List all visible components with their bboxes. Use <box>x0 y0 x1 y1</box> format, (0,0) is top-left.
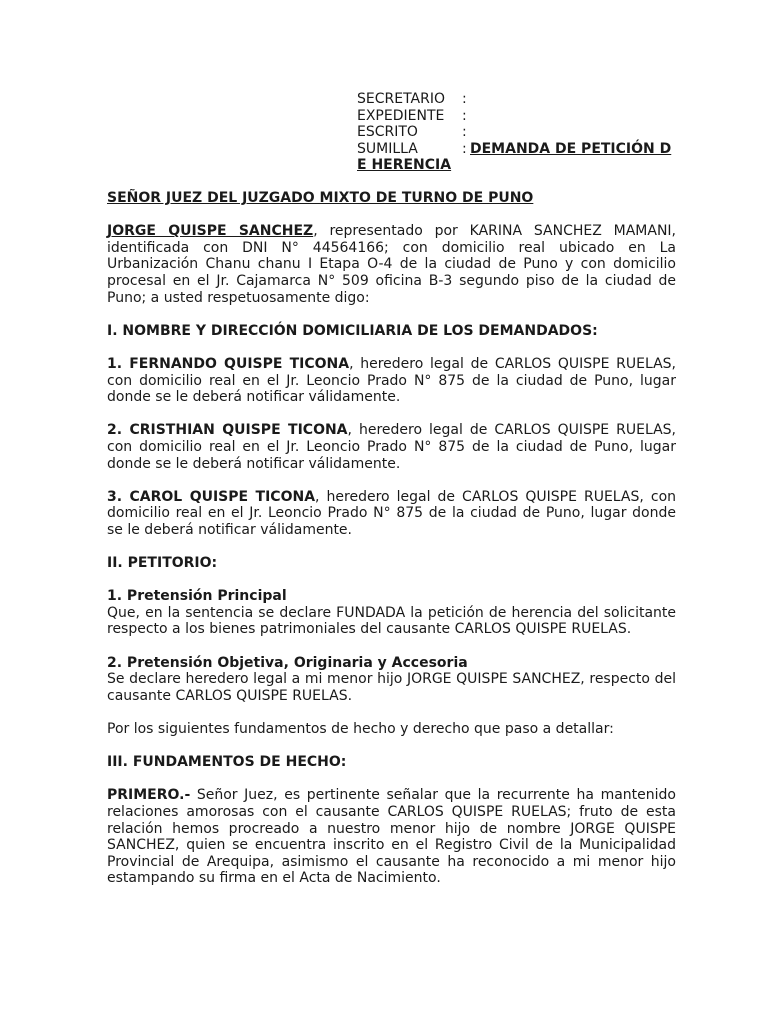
intro-text: , representado por KARINA SANCHEZ MAMANI, identificada con DNI N° 44564166; con domicilio real ubicado en La Urbanización Chanu chanu I Etapa O-4 de la ciudad de Puno y con domicilio procesal en el Jr. Cajamarca N° 509 oficina B-3 segundo piso de la ciudad de Puno; a usted respetuosamente digo: <box>107 223 677 306</box>
header-label: EXPEDIENTE <box>357 107 445 124</box>
header-colon: : <box>462 124 467 140</box>
header-label: SUMILLA <box>357 140 418 157</box>
primero-paragraph <box>107 787 676 887</box>
defendant-name: 3. CAROL QUISPE TICONA <box>107 488 316 505</box>
header-row-secretario <box>357 91 677 108</box>
defendant-name: 1. FERNANDO QUISPE TICONA <box>107 355 350 372</box>
sumilla-value: DEMANDA DE PETICIÓN D <box>470 140 672 157</box>
sumilla-value-continued: E HERENCIA <box>357 157 452 173</box>
addressee-line: SEÑOR JUEZ DEL JUZGADO MIXTO DE TURNO DE PUNO <box>107 190 534 206</box>
pretension-accesoria-title: 2. Pretensión Objetiva, Originaria y Accesoria <box>107 654 468 671</box>
defendant-name: 2. CRISTHIAN QUISPE TICONA <box>107 422 348 439</box>
section-title-fundamentos: III. FUNDAMENTOS DE HECHO: <box>107 754 347 771</box>
defendant-item <box>107 489 676 539</box>
defendant-item <box>107 422 676 472</box>
header-row-escrito <box>357 124 677 141</box>
header-colon: : <box>462 140 467 157</box>
plaintiff-name: JORGE QUISPE SANCHEZ <box>107 223 314 240</box>
header-colon: : <box>462 107 467 124</box>
header-row-expediente <box>357 108 677 125</box>
defendant-text: , heredero legal de CARLOS QUISPE RUELAS, con domicilio real en el Jr. Leoncio Prado N° 875 de la ciudad de Puno, lugar donde se le deberá notificar válidamente. <box>107 422 676 472</box>
pretension-accesoria-text: Se declare heredero legal a mi menor hijo JORGE QUISPE SANCHEZ, respecto del causante CARLOS QUISPE RUELAS. <box>107 671 676 704</box>
section-title-demandados: I. NOMBRE Y DIRECCIÓN DOMICILIARIA DE LOS DEMANDADOS: <box>107 322 598 339</box>
header-colon: : <box>462 91 467 107</box>
primero-text: Señor Juez, es pertinente señalar que la recurrente ha mantenido relaciones amorosas con el causante CARLOS QUISPE RUELAS; fruto de esta relación hemos procreado a nuestro menor hijo de nombre JORGE QUISPE SANCHEZ, quien se encuentra inscrito en el Registro Civil de la Municipalidad Provincial de Arequipa, asimismo el causante ha reconocido a mi menor hijo estampando su firma en el Acta de Nacimiento. <box>107 787 676 887</box>
case-header <box>357 91 677 174</box>
document-body <box>107 190 676 887</box>
header-label: SECRETARIO <box>357 91 445 107</box>
petitorio-closing: Por los siguientes fundamentos de hecho y derecho que paso a detallar: <box>107 721 614 737</box>
defendant-item <box>107 356 676 406</box>
primero-label: PRIMERO.- <box>107 787 191 804</box>
defendant-text: , heredero legal de CARLOS QUISPE RUELAS, con domicilio real en el Jr. Leoncio Prado N° 875 de la ciudad de Puno, lugar donde se le deberá notificar válidamente. <box>107 488 677 538</box>
header-label: ESCRITO <box>357 124 418 140</box>
intro-paragraph <box>107 223 676 306</box>
pretension-principal-text: Que, en la sentencia se declare FUNDADA la petición de herencia del solicitante respecto a los bienes patrimoniales del causante CARLOS QUISPE RUELAS. <box>107 604 676 638</box>
defendant-text: , heredero legal de CARLOS QUISPE RUELAS, con domicilio real en el Jr. Leoncio Prado N° 875 de la ciudad de Puno, lugar donde se le deberá notificar válidamente. <box>107 355 676 406</box>
header-row-sumilla <box>357 141 677 158</box>
pretension-principal-title: 1. Pretensión Principal <box>107 588 287 605</box>
section-title-petitorio: II. PETITORIO: <box>107 555 218 572</box>
